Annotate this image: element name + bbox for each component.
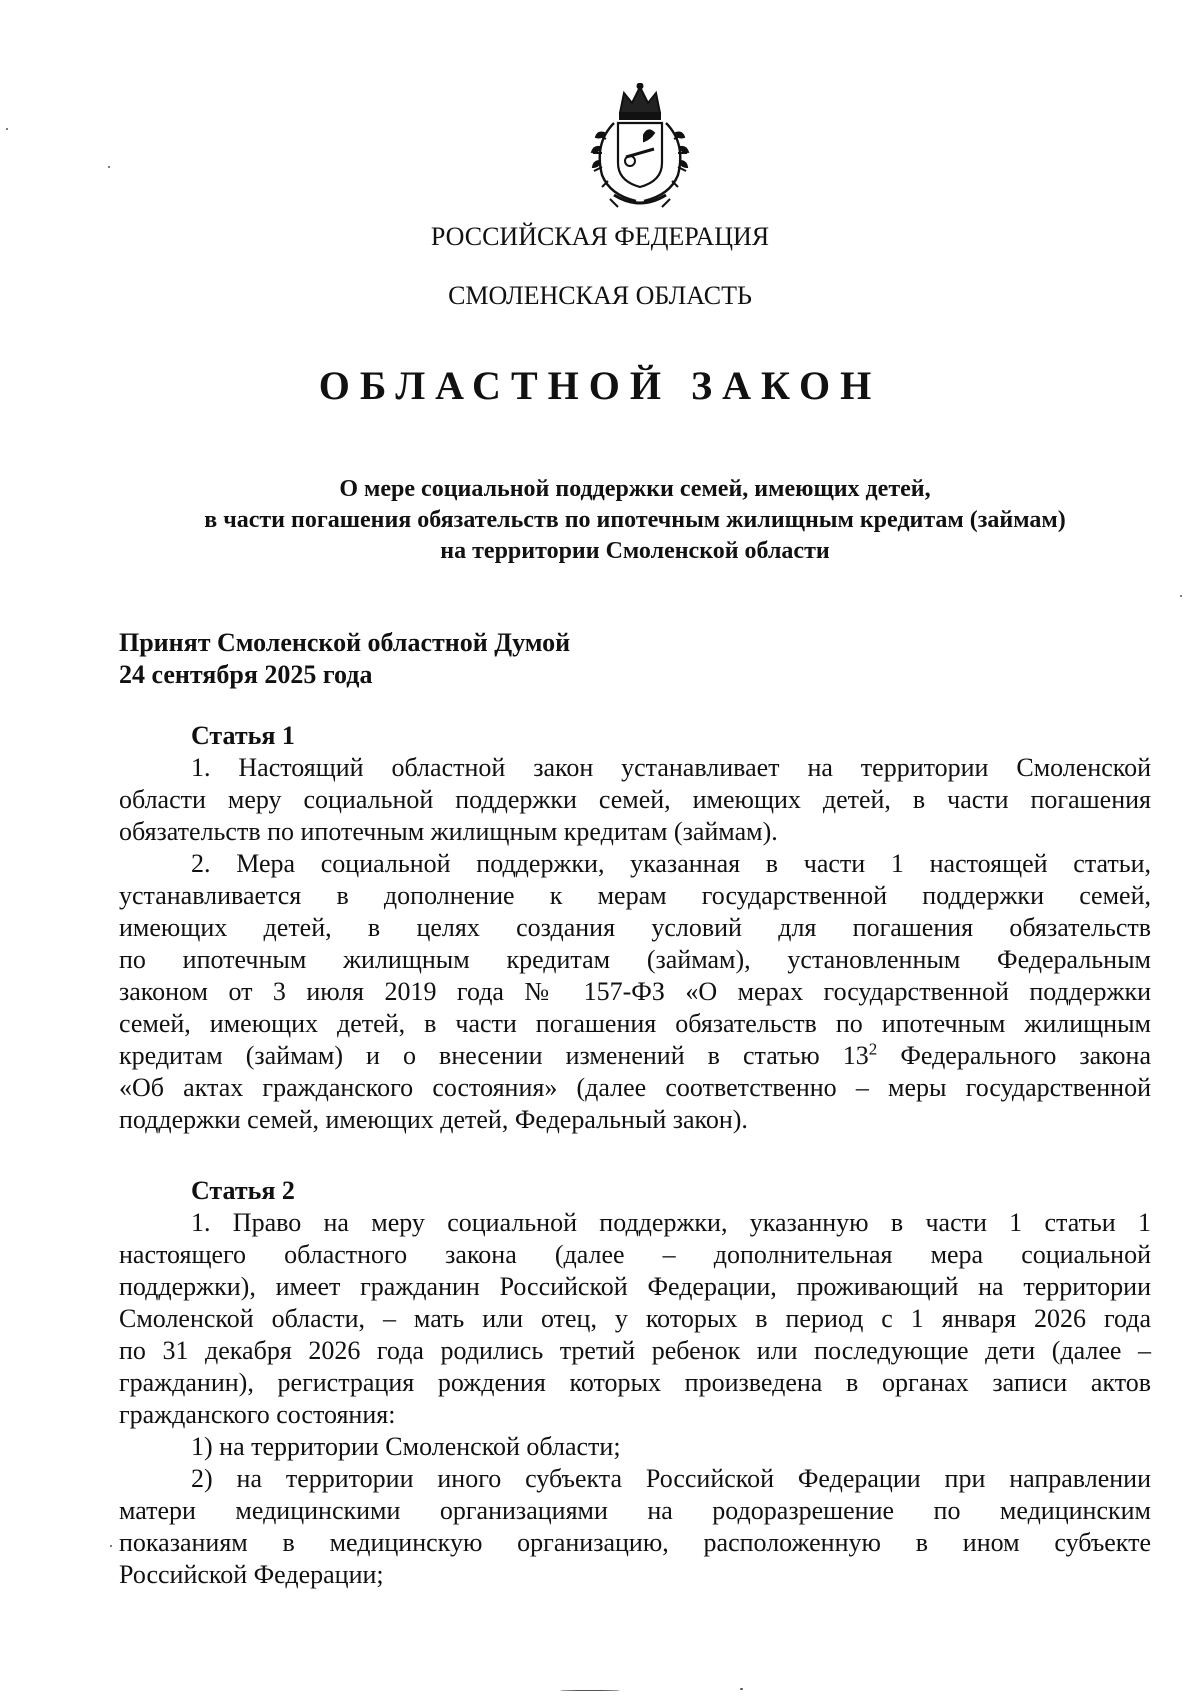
law-subject-line: О мере социальной поддержки семей, имеющих детей, [339,476,931,502]
document-type-title: ОБЛАСТНОЙ ЗАКОН [318,363,882,408]
article-2-list-item-2-line: матери медицинскими организациями на родоразрешение по медицинским [119,1496,1151,1525]
article-2-list-item-2-line: Российской Федерации; [119,1560,384,1589]
article-2-text-line: по 31 декабря 2026 года родились третий ребенок или последующие дети (далее – [119,1336,1151,1365]
adopted-by: Принят Смоленской областной Думой [119,628,571,657]
article-2-list-item-2-line: показаниям в медицинскую организацию, расположенную в ином субъекте [119,1528,1151,1557]
article-1-text-line: «Об актах гражданского состояния» (далее соответственно – меры государственной [119,1073,1151,1102]
article-1-text-line: устанавливается в дополнение к мерам государственной поддержки семей, [119,881,1151,910]
article-2-heading: Статья 2 [191,1176,295,1205]
article-1-text-line: 1. Настоящий областной закон устанавливает на территории Смоленской [191,753,1151,782]
article-1-heading: Статья 1 [191,721,295,750]
law-subject [120,474,1150,567]
law-subject-line: на территории Смоленской области [440,538,830,564]
header-region: СМОЛЕНСКАЯ ОБЛАСТЬ [448,281,752,310]
article-2-list-item-1: 1) на территории Смоленской области; [191,1432,621,1461]
article-2-text-line: настоящего областного закона (далее – дополнительная мера социальной [119,1240,1151,1269]
article-2-text-line: поддержки), имеет гражданин Российской Федерации, проживающий на территории [119,1272,1151,1301]
article-1-text-line: законом от 3 июля 2019 года № 157-ФЗ «О мерах государственной поддержки [119,977,1151,1006]
article-1-text-line: обязательств по ипотечным жилищным кредитам (займам). [119,817,778,846]
article-2-list-item-2-line: 2) на территории иного субъекта Российской Федерации при направлении [191,1464,1151,1493]
article-2-text-line: гражданского состояния: [119,1400,396,1429]
article-1-text-fragment: Федерального закона [877,1041,1151,1070]
article-1-text-line-with-superscript [119,1040,1151,1072]
header-country: РОССИЙСКАЯ ФЕДЕРАЦИЯ [430,222,770,251]
article-1-text-line: по ипотечным жилищным кредитам (займам), установленным Федеральным [119,945,1151,974]
article-1-text-fragment: кредитам (займам) и о внесении изменений в статью 13 [119,1041,869,1070]
adopted-date: 24 сентября 2025 года [119,660,373,689]
article-1-text-line: поддержки семей, имеющих детей, Федеральный закон). [119,1105,748,1134]
superscript-2: 2 [868,1039,878,1059]
article-2-text-line: Смоленской области, – мать или отец, у которых в период с 1 января 2026 года [119,1304,1151,1333]
article-2-text-line: 1. Право на меру социальной поддержки, указанную в части 1 статьи 1 [191,1208,1151,1237]
coat-of-arms-emblem [584,83,696,215]
article-1-text-line: семей, имеющих детей, в части погашения обязательств по ипотечным жилищным [119,1009,1151,1038]
article-1-text-line: 2. Мера социальной поддержки, указанная в части 1 настоящей статьи, [191,849,1151,878]
article-1-text-line: имеющих детей, в целях создания условий для погашения обязательств [119,913,1151,942]
law-subject-line: в части погашения обязательств по ипотечным жилищным кредитам (займам) [204,507,1066,533]
article-1-text-line: области меру социальной поддержки семей, имеющих детей, в части погашения [119,785,1151,814]
article-2-text-line: гражданин), регистрация рождения которых произведена в органах записи актов [119,1368,1151,1397]
